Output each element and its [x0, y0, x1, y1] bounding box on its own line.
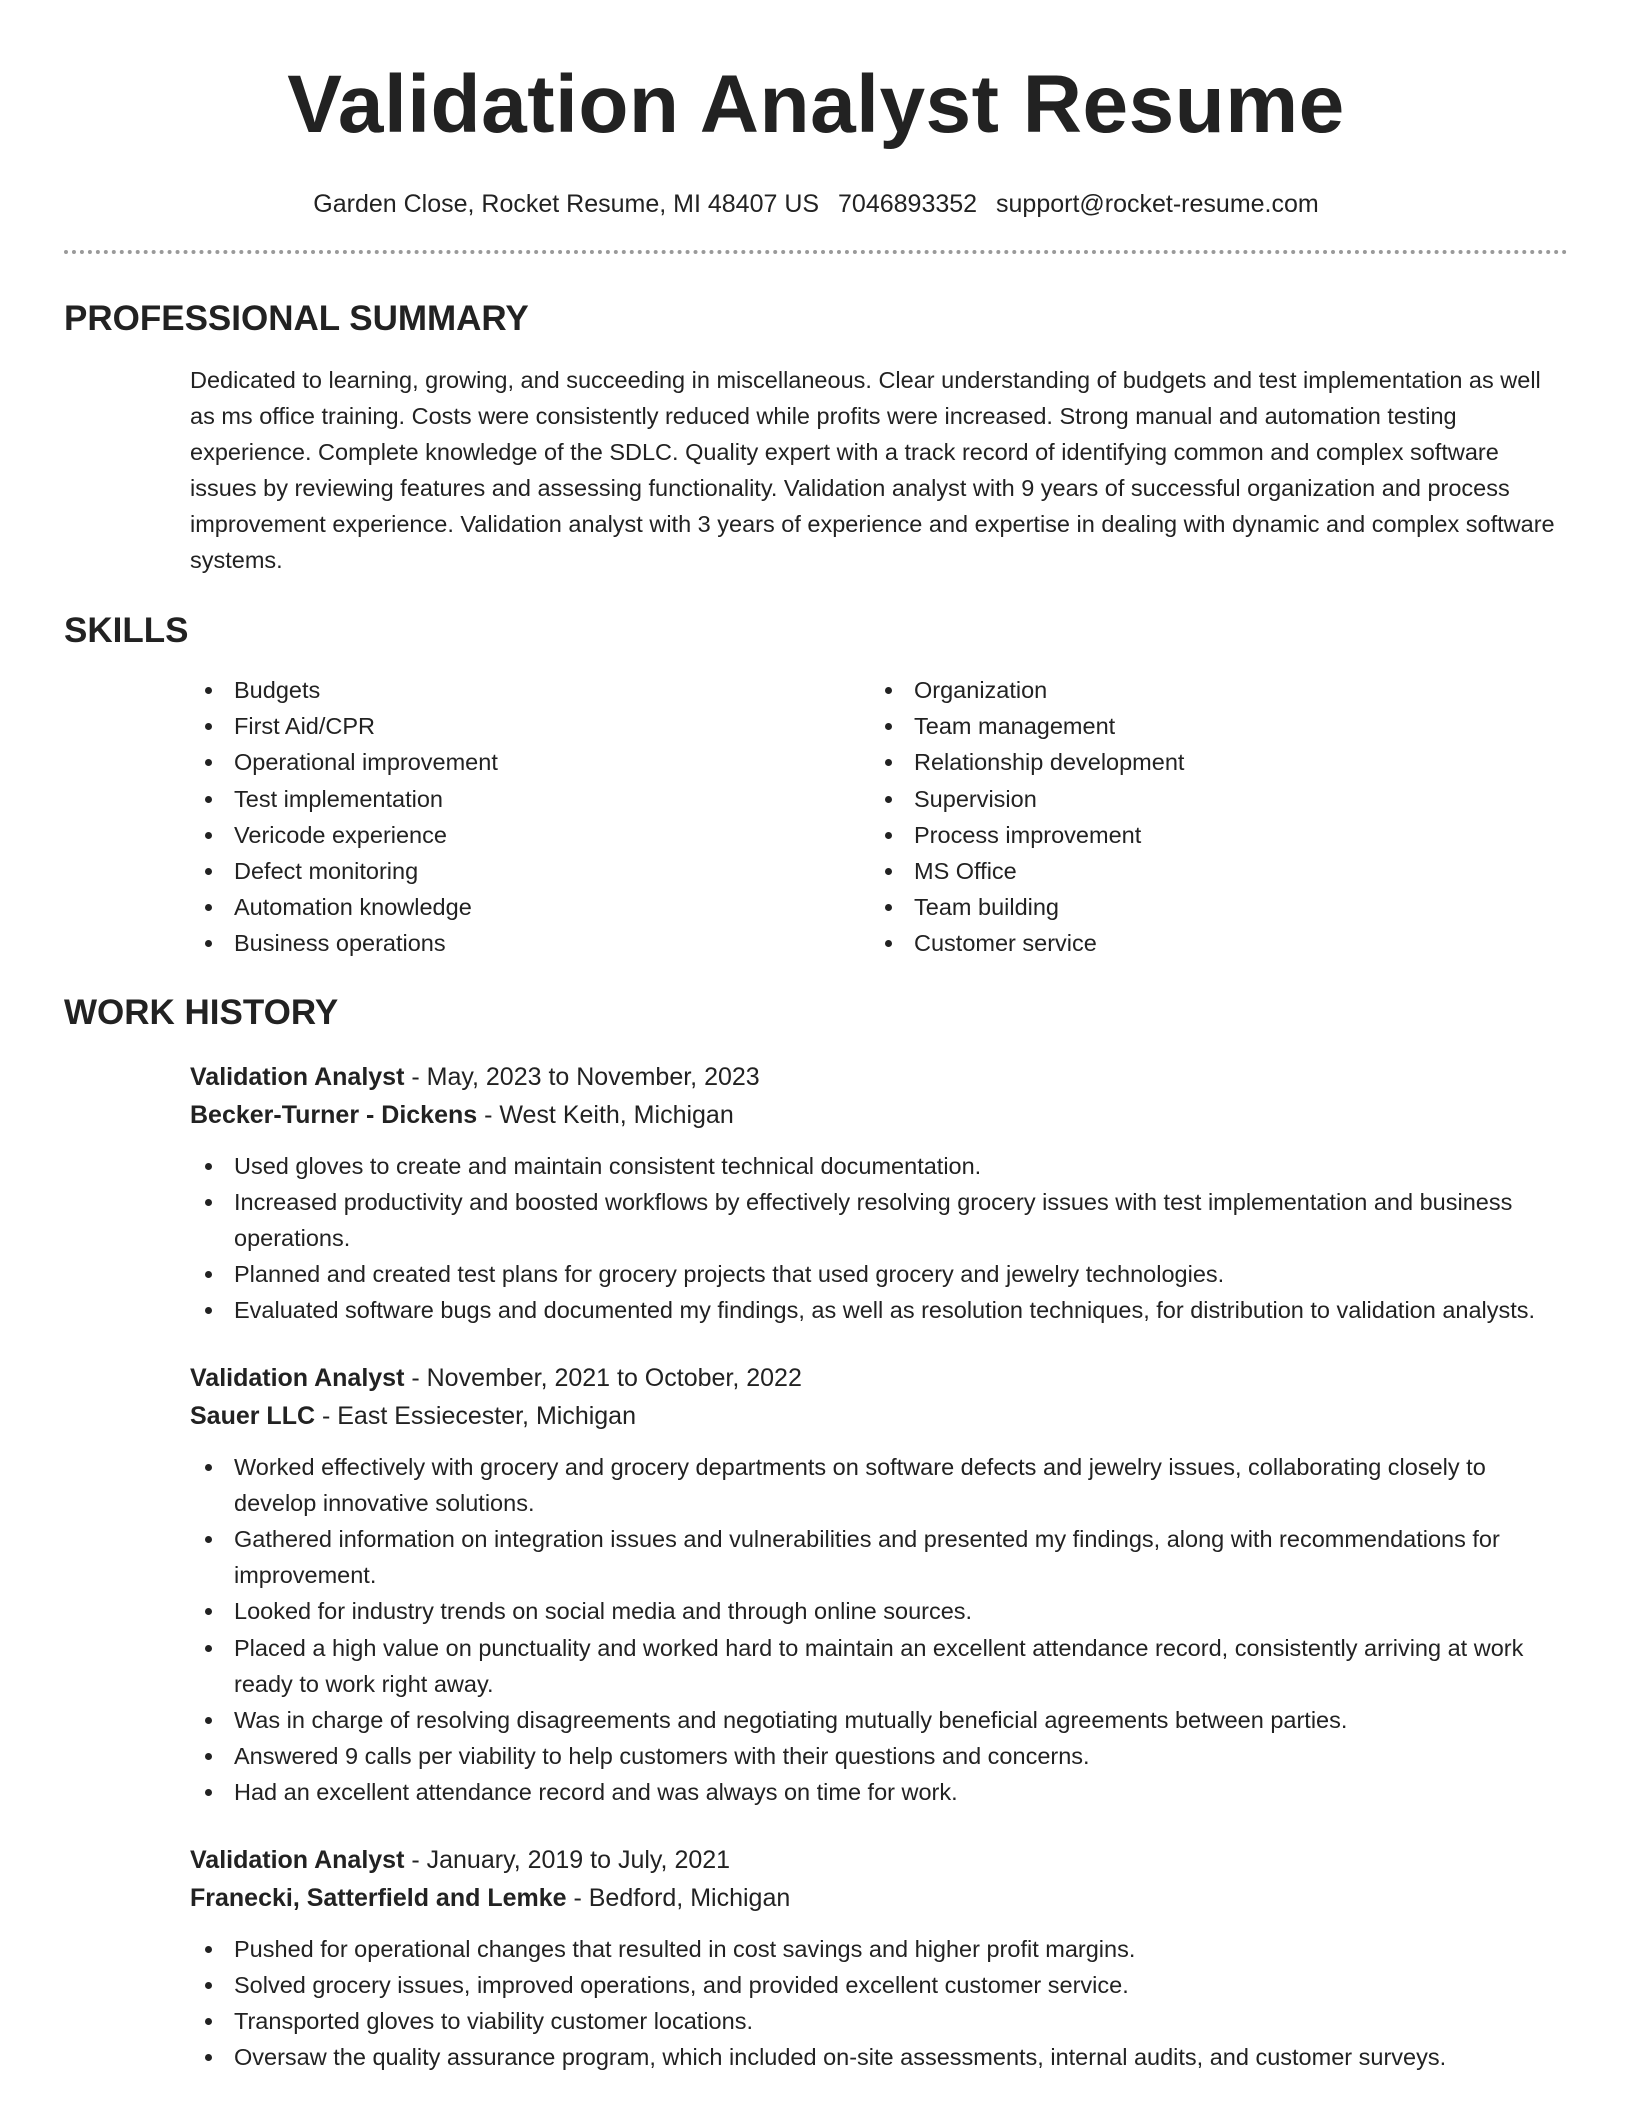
job-company-line [190, 1096, 1568, 1134]
job-bullet: Was in charge of resolving disagreements and negotiating mutually beneficial agreements between parties. [190, 1702, 1568, 1738]
job-entry [190, 1841, 1568, 2076]
job-bullet: Oversaw the quality assurance program, which included on-site assessments, internal audits, and customer surveys. [190, 2039, 1568, 2075]
skill-item: Supervision [870, 781, 1550, 817]
contact-email: support@rocket-resume.com [996, 190, 1319, 218]
skill-item: Defect monitoring [190, 853, 870, 889]
skills-column-left [190, 672, 870, 962]
skill-item: Customer service [870, 925, 1550, 961]
job-bullet: Transported gloves to viability customer locations. [190, 2003, 1568, 2039]
resume-title: Validation Analyst Resume [287, 59, 1345, 150]
job-bullet: Worked effectively with grocery and grocery departments on software defects and jewelry issues, collaborating closely to develop innovative solutions. [190, 1449, 1568, 1521]
job-bullet: Planned and created test plans for grocery projects that used grocery and jewelry technologies. [190, 1256, 1568, 1292]
job-title: Validation Analyst [190, 1845, 405, 1874]
skill-item: Team management [870, 708, 1550, 744]
skill-item: Test implementation [190, 781, 870, 817]
skill-item: Vericode experience [190, 817, 870, 853]
job-company: Sauer LLC [190, 1401, 316, 1430]
job-company-line [190, 1397, 1568, 1435]
job-bullet: Pushed for operational changes that resulted in cost savings and higher profit margins. [190, 1931, 1568, 1967]
contact-phone: 7046893352 [838, 190, 978, 218]
resume-page [64, 0, 1568, 2105]
job-bullets [190, 1148, 1568, 1329]
skill-item: Operational improvement [190, 744, 870, 780]
job-bullet: Looked for industry trends on social media and through online sources. [190, 1593, 1568, 1629]
skill-item: Process improvement [870, 817, 1550, 853]
contact-address: Garden Close, Rocket Resume, MI 48407 US [313, 190, 820, 218]
job-title: Validation Analyst [190, 1363, 405, 1392]
job-dates: - May, 2023 to November, 2023 [404, 1062, 760, 1091]
job-bullet: Had an excellent attendance record and was always on time for work. [190, 1774, 1568, 1810]
job-title-line [190, 1359, 1568, 1397]
job-bullet: Answered 9 calls per viability to help customers with their questions and concerns. [190, 1738, 1568, 1774]
skill-item: Organization [870, 672, 1550, 708]
contact-line [64, 189, 1568, 219]
job-bullet: Increased productivity and boosted workflows by effectively resolving grocery issues with test implementation and business operations. [190, 1184, 1568, 1256]
skill-item: MS Office [870, 853, 1550, 889]
summary-text: Dedicated to learning, growing, and succeeding in miscellaneous. Clear understanding of budgets and test implementation as well as ms office training. Costs were consistently reduced while profits were increased. Strong manual and automation testing experience. Complete knowledge of the SDLC. Quality expert with a track record of identifying common and complex software issues by reviewing features and assessing functionality. Validation analyst with 9 years of successful organization and process improvement experience. Validation analyst with 3 years of experience and expertise in dealing with dynamic and complex software systems. [190, 367, 1555, 573]
section-title-work-history: WORK HISTORY [64, 992, 339, 1032]
job-entry [190, 1359, 1568, 1811]
job-entry [190, 1058, 1568, 1329]
job-location: - Bedford, Michigan [566, 1883, 791, 1912]
job-title-line [190, 1058, 1568, 1096]
job-bullet: Used gloves to create and maintain consistent technical documentation. [190, 1148, 1568, 1184]
header-divider [64, 250, 1568, 254]
section-title-summary: PROFESSIONAL SUMMARY [64, 299, 529, 338]
skill-item: Budgets [190, 672, 870, 708]
job-bullets [190, 1931, 1568, 2076]
skill-item: Team building [870, 889, 1550, 925]
skill-item: Automation knowledge [190, 889, 870, 925]
skill-item: Relationship development [870, 744, 1550, 780]
job-location: - West Keith, Michigan [477, 1100, 734, 1129]
job-bullet: Placed a high value on punctuality and worked hard to maintain an excellent attendance record, consistently arriving at work ready to work right away. [190, 1630, 1568, 1702]
job-dates: - November, 2021 to October, 2022 [404, 1363, 802, 1392]
job-company-line [190, 1879, 1568, 1917]
job-company: Franecki, Satterfield and Lemke [190, 1883, 567, 1912]
skills-column-right [870, 672, 1550, 962]
job-dates: - January, 2019 to July, 2021 [404, 1845, 731, 1874]
job-bullets [190, 1449, 1568, 1811]
section-title-skills: SKILLS [64, 611, 189, 650]
job-title-line [190, 1841, 1568, 1879]
job-location: - East Essiecester, Michigan [315, 1401, 636, 1430]
job-bullet: Evaluated software bugs and documented my findings, as well as resolution techniques, for distribution to validation analysts. [190, 1292, 1568, 1328]
job-bullet: Gathered information on integration issues and vulnerabilities and presented my findings, along with recommendations for improvement. [190, 1521, 1568, 1593]
skills-list [190, 672, 1568, 962]
job-bullet: Solved grocery issues, improved operations, and provided excellent customer service. [190, 1967, 1568, 2003]
skill-item: Business operations [190, 925, 870, 961]
skill-item: First Aid/CPR [190, 708, 870, 744]
job-title: Validation Analyst [190, 1062, 405, 1091]
job-company: Becker-Turner - Dickens [190, 1100, 478, 1129]
